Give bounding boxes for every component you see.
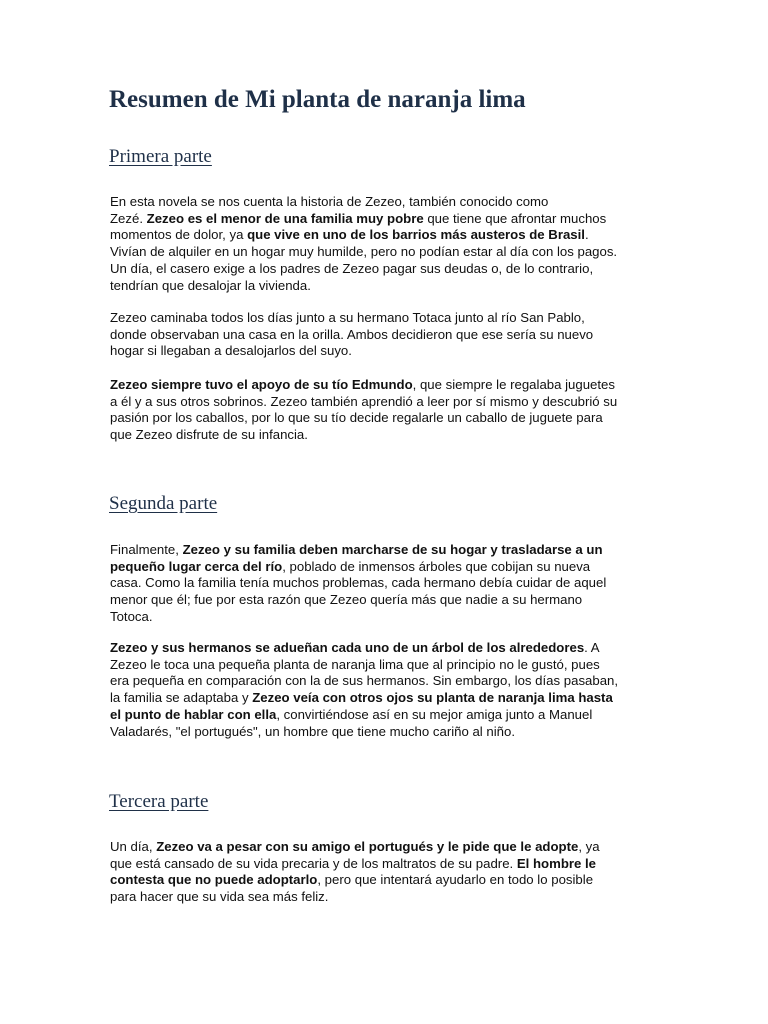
bold-text: El hombre le — [516, 855, 597, 871]
bold-text: el punto de hablar con ella — [110, 706, 277, 722]
section-heading-primera: Primera parte — [109, 146, 212, 167]
bold-text: Zezeo siempre tuvo el apoyo de su tío Edmundo — [110, 377, 413, 392]
paragraph: En esta novela se nos cuenta la historia de Zezeo, también conocido como Zezé. Zezeo es el menor de una familia muy pobre que tiene que afrontar muchos momentos de dolor, ya que vive en uno de los barrios más austeros de Brasil. Vivían de alquiler en un hogar muy humilde, pero no podían estar al día con los pagos. Un día, el casero exige a los padres de Zezeo pagar sus deudas o, de lo contrario, tendrían que desalojar la vivienda. — [110, 194, 618, 293]
section-heading-segunda: Segunda parte — [109, 493, 218, 514]
bold-text: que vive en uno de los barrios más austeros de Brasil — [247, 227, 585, 243]
paragraph: Finalmente, Zezeo y su familia deben marcharse de su hogar y trasladarse a un pequeño lugar cerca del río, poblado de inmensos árboles que cobijan su nueva casa. Como la familia tenía muchos problemas, cada hermano debía cuidar de aquel menor que él; fue por esta razón que Zezeo quería más que nadie a su hermano Totoca. — [110, 542, 607, 624]
bold-text: Zezeo y su familia deben marcharse de su hogar y trasladarse a un — [182, 542, 603, 557]
paragraph: Zezeo y sus hermanos se adueñan cada uno de un árbol de los alrededores. A Zezeo le toca una pequeña planta de naranja lima que al principio no le gustó, pues era pequeña en comparación con la de sus hermanos. Sin embargo, los días pasaban, la familia se adaptaba y Zezeo veía con otros ojos su planta de naranja lima hasta el punto de hablar con ella, convirtiéndose así en su mejor amiga junto a Manuel Valadarés, "el portugués", un hombre que tiene mucho cariño al niño. — [110, 640, 619, 739]
bold-text: Zezeo es el menor de una familia muy pobre — [146, 210, 424, 226]
bold-text: Zezeo y sus hermanos se adueñan cada uno de un árbol de los alrededores — [110, 640, 585, 655]
bold-text: pequeño lugar cerca del río — [110, 558, 283, 574]
paragraph: Zezeo caminaba todos los días junto a su hermano Totaca junto al río San Pablo, donde observaban una casa en la orilla. Ambos decidieron que ese sería su nuevo hogar si llegaban a desalojarlos del suyo. — [110, 310, 594, 359]
document-title: Resumen de Mi planta de naranja lima — [109, 86, 526, 113]
paragraph: Zezeo siempre tuvo el apoyo de su tío Edmundo, que siempre le regalaba juguetes a él y a sus otros sobrinos. Zezeo también aprendió a leer por sí mismo y descubrió su pasión por los caballos, por lo que su tío decide regalarle un caballo de juguete para que Zezeo disfrute de su infancia. — [110, 377, 618, 443]
bold-text: contesta que no puede adoptarlo — [110, 872, 318, 888]
paragraph: Un día, Zezeo va a pesar con su amigo el portugués y le pide que le adopte, ya que está cansado de su vida precaria y de los maltratos de su padre. El hombre le contesta que no puede adoptarlo, pero que intentará ayudarlo en todo lo posible para hacer que su vida sea más feliz. — [110, 839, 600, 905]
bold-text: Zezeo veía con otros ojos su planta de naranja lima hasta — [252, 690, 613, 706]
section-heading-tercera: Tercera parte — [109, 791, 209, 812]
bold-text: Zezeo va a pesar con su amigo el portugués y le pide que le adopte — [156, 839, 579, 854]
